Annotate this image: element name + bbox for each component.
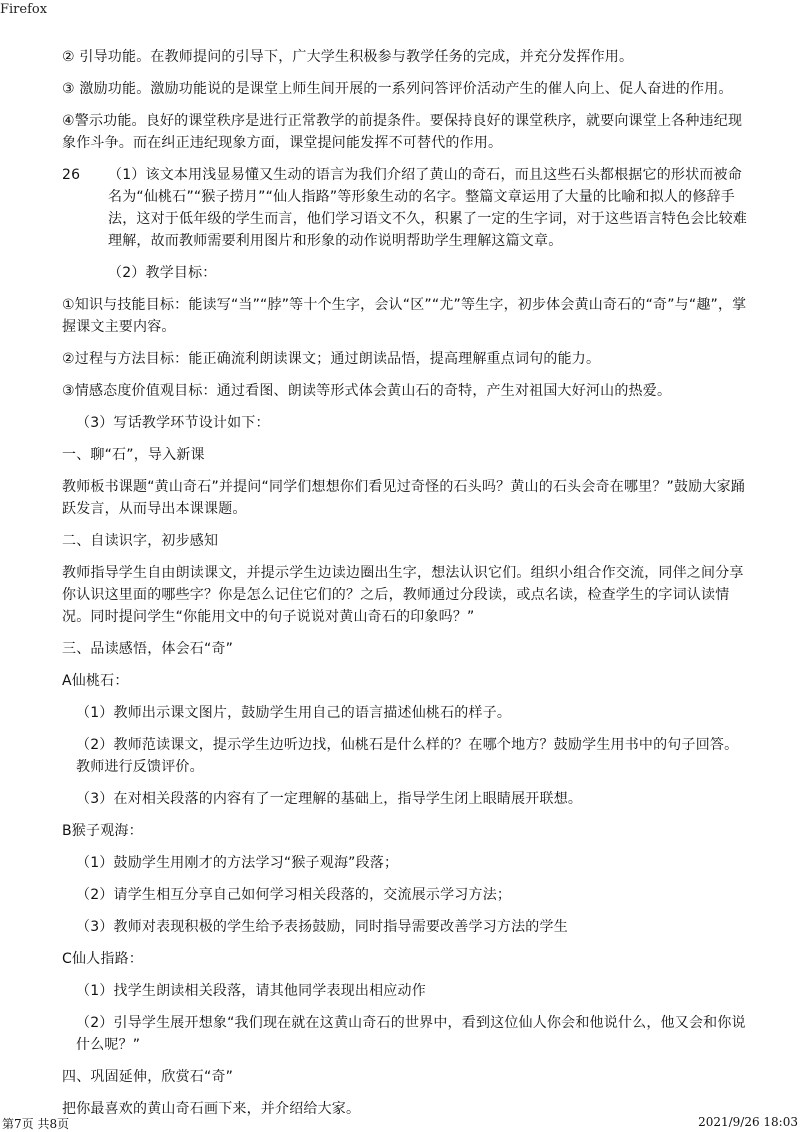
paragraph: 四、巩固延伸，欣赏石“奇” — [62, 1069, 234, 1085]
paragraph: 三、品读感悟，体会石“奇” — [62, 641, 234, 657]
paragraph: 把你最喜欢的黄山奇石画下来，并介绍给大家。 — [62, 1101, 361, 1117]
paragraph: （3）教师对表现积极的学生给予表扬鼓励，同时指导需要改善学习方法的学生 — [76, 919, 568, 935]
paragraph: 教师指导学生自由朗读课文，并提示学生边读边圈出生字，想法认识它们。组织小组合作交流，同伴之间分享你认识这里面的哪些字？你是怎么记住它们的？之后，教师通过分段读，或点名读，检查学生的字词认读情况。同时提问学生“你能用文中的句子说说对黄山奇石的印象吗？” — [62, 565, 744, 625]
print-datetime: 2021/9/26 18:03 — [698, 1115, 798, 1129]
paragraph: ② 引导功能。在教师提问的引导下，广大学生积极参与教学任务的完成，并充分发挥作用。 — [62, 49, 634, 65]
paragraph: C仙人指路： — [62, 951, 143, 967]
paragraph: ②过程与方法目标：能正确流利朗读课文；通过朗读品悟，提高理解重点词句的能力。 — [62, 351, 601, 367]
paragraph: ③ 激励功能。激励功能说的是课堂上师生间开展的一系列问答评价活动产生的催人向上、促人奋进的作用。 — [62, 81, 733, 97]
paragraph: （2）引导学生展开想象“我们现在就在这黄山奇石的世界中，看到这位仙人你会和他说什么，他又会和你说什么呢？” — [76, 1015, 746, 1053]
paragraph: 教师板书课题“黄山奇石”并提问“同学们想想你们看见过奇怪的石头吗？黄山的石头会奇在哪里？”鼓励大家踊跃发言，从而导出本课课题。 — [62, 479, 746, 517]
browser-title: Firefox — [0, 2, 48, 17]
paragraph: （3）写话教学环节设计如下： — [76, 415, 270, 431]
paragraph — [62, 164, 748, 252]
paragraph: （2）请学生相互分享自己如何学习相关段落的，交流展示学习方法； — [76, 887, 512, 903]
paragraph: （1）教师出示课文图片，鼓励学生用自己的语言描述仙桃石的样子。 — [76, 705, 512, 721]
paragraph: （1）找学生朗读相关段落，请其他同学表现出相应动作 — [76, 983, 426, 999]
question-number: 26 — [62, 167, 81, 183]
paragraph: 二、自读识字，初步感知 — [62, 533, 219, 549]
page-number: 第7页 共8页 — [2, 1117, 70, 1131]
paragraph: ①知识与技能目标：能读写“当”“脖”等十个生字，会认“区”“尤”等生字，初步体会黄山奇石的“奇”与“趣”，掌握课文主要内容。 — [62, 297, 747, 335]
paragraph: （2）教师范读课文，提示学生边听边找，仙桃石是什么样的？在哪个地方？鼓励学生用书中的句子回答。教师进行反馈评价。 — [76, 737, 739, 775]
paragraph: （1）鼓励学生用刚才的方法学习“猴子观海”段落； — [76, 855, 399, 871]
paragraph: A仙桃石： — [62, 673, 129, 689]
paragraph: ④警示功能。良好的课堂秩序是进行正常教学的前提条件。要保持良好的课堂秩序，就要向课堂上各种违纪现象作斗争。而在纠正违纪现象方面，课堂提问能发挥不可替代的作用。 — [62, 113, 743, 151]
paragraph-text: （1）该文本用浅显易懂又生动的语言为我们介绍了黄山的奇石，而且这些石头都根据它的形状而被命名为“仙桃石”“猴子捞月”“仙人指路”等形象生动的名字。整篇文章运用了大量的比喻和拟人的修辞手法，这对于低年级的学生而言，他们学习语文不久，积累了一定的生字词，对于这些语言特色会比较难理解，故而教师需要利用图片和形象的动作说明帮助学生理解这篇文章。 — [108, 167, 747, 249]
paragraph: 一、聊“石”，导入新课 — [62, 447, 205, 463]
paragraph: B猴子观海： — [62, 823, 143, 839]
document-body — [62, 46, 748, 1130]
paragraph: ③情感态度价值观目标：通过看图、朗读等形式体会黄山石的奇特，产生对祖国大好河山的热爱。 — [62, 383, 672, 399]
paragraph: （3）在对相关段落的内容有了一定理解的基础上，指导学生闭上眼睛展开联想。 — [76, 791, 583, 807]
paragraph: （2）教学目标： — [108, 265, 217, 281]
